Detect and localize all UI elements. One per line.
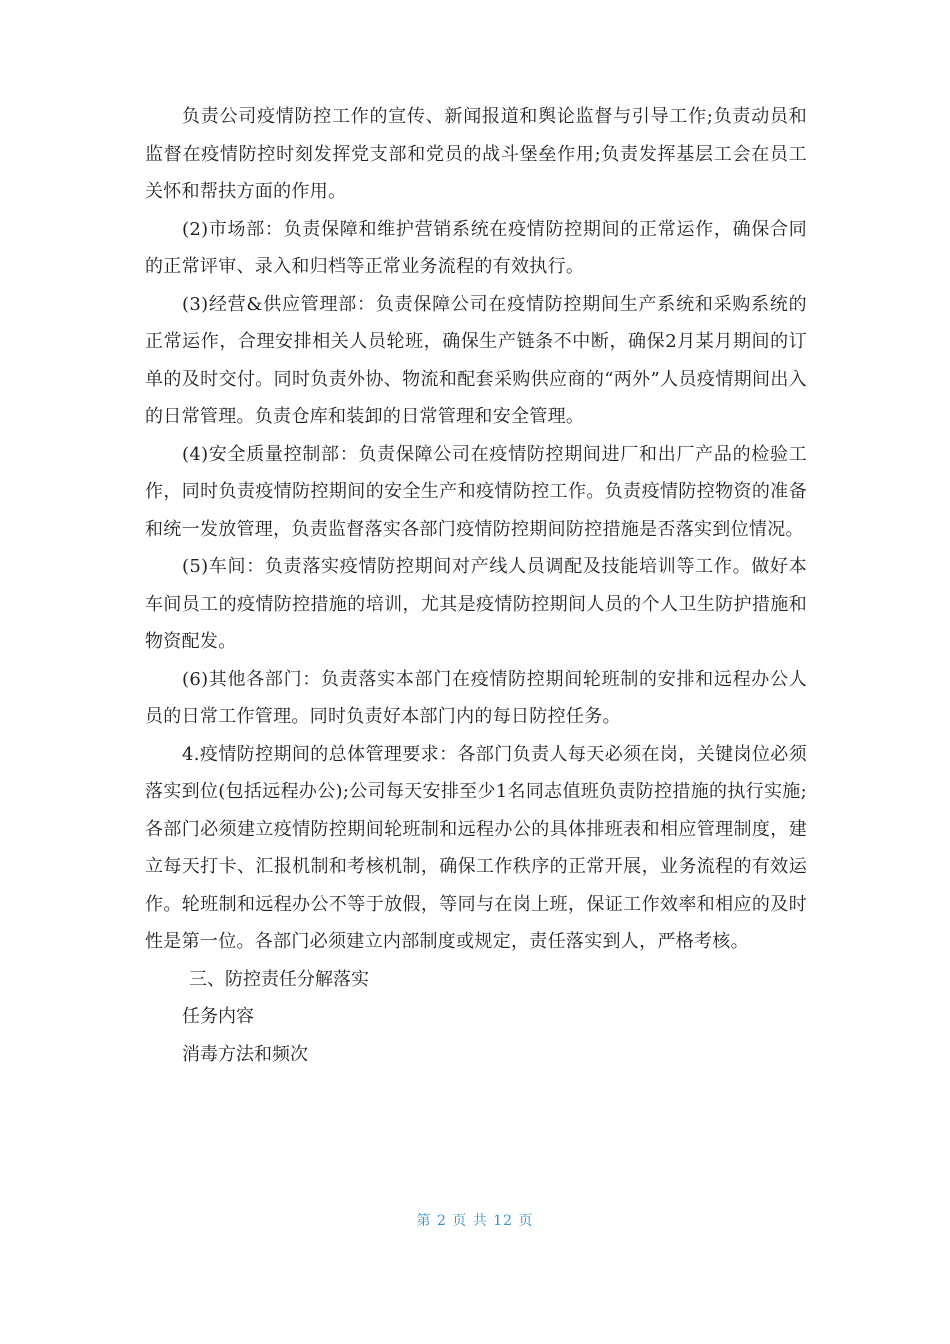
paragraph-other-depts: (6)其他各部门：负责落实本部门在疫情防控期间轮班制的安排和远程办公人员的日常工作管理。同时负责好本部门内的每日防控任务。: [145, 668, 807, 727]
paragraph-marketing-dept: (2)市场部：负责保障和维护营销系统在疫情防控期间的正常运作，确保合同的正常评审、录入和归档等正常业务流程的有效执行。: [145, 218, 807, 277]
line-disinfection-method: 消毒方法和频次: [182, 1043, 308, 1065]
page-number-label: 第 2 页 共 12 页: [416, 1213, 534, 1229]
document-body: [145, 98, 807, 1073]
page-footer: [0, 1210, 950, 1230]
paragraph-workshop: (5)车间：负责落实疫情防控期间对产线人员调配及技能培训等工作。做好本车间员工的疫情防控措施的培训，尤其是疫情防控期间人员的个人卫生防护措施和物资配发。: [145, 556, 807, 652]
paragraph-operations-supply-dept: (3)经营&供应管理部：负责保障公司在疫情防控期间生产系统和采购系统的正常运作，合理安排相关人员轮班，确保生产链条不中断，确保2月某月期间的订单的及时交付。同时负责外协、物流和配套采购供应商的“两外”人员疫情期间出入的日常管理。负责仓库和装卸的日常管理和安全管理。: [145, 293, 807, 427]
paragraph-publicity: 负责公司疫情防控工作的宣传、新闻报道和舆论监督与引导工作;负责动员和监督在疫情防控时刻发挥党支部和党员的战斗堡垒作用;负责发挥基层工会在员工关怀和帮扶方面的作用。: [145, 106, 807, 202]
line-task-content: 任务内容: [182, 1006, 254, 1027]
paragraph-general-requirements: 4.疫情防控期间的总体管理要求：各部门负责人每天必须在岗，关键岗位必须落实到位(包括远程办公);公司每天安排至少1名同志值班负责防控措施的执行实施;各部门必须建立疫情防控期间轮班制和远程办公的具体排班表和相应管理制度，建立每天打卡、汇报机制和考核机制，确保工作秩序的正常开展，业务流程的有效运作。轮班制和远程办公不等于放假，等同与在岗上班，保证工作效率和相应的及时性是第一位。各部门必须建立内部制度或规定，责任落实到人，严格考核。: [145, 743, 807, 952]
section-heading: 三、防控责任分解落实: [189, 968, 369, 990]
paragraph-safety-quality-dept: (4)安全质量控制部：负责保障公司在疫情防控期间进厂和出厂产品的检验工作，同时负责疫情防控期间的安全生产和疫情防控工作。负责疫情防控物资的准备和统一发放管理，负责监督落实各部门疫情防控期间防控措施是否落实到位情况。: [145, 443, 807, 540]
